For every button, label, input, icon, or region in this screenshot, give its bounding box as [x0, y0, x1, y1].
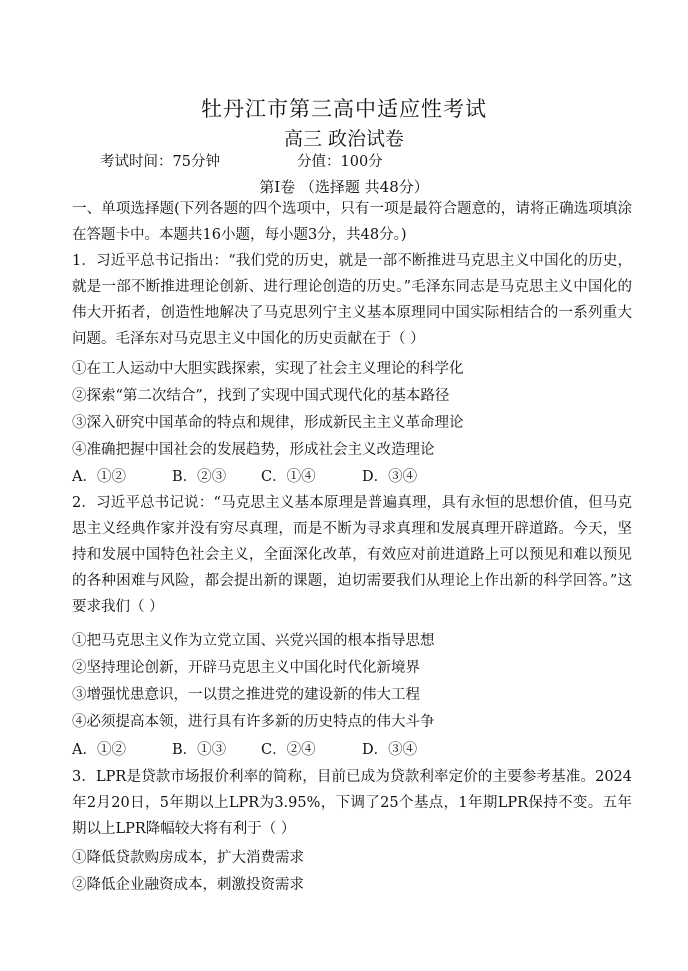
question-3-item-2: ②降低企业融资成本，刺激投资需求: [72, 877, 304, 893]
question-2-option-d: D．③④: [362, 742, 418, 758]
question-2-stem: 2．习近平总书记说：“马克思主义基本原理是普遍真理，具有永恒的思想价值，但马克思主义经典作家并没有穷尽真理，而是不断为寻求真理和发展真理开辟道路。今天，坚持和发展中国特色社会主义，全面深化改革，有效应对前进道路上可以预见和难以预见的各种困难与风险，都会提出新的课题，迫切需要我们从理论上作出新的科学回答。”这要求我们（ ）: [72, 495, 632, 615]
question-2-item-1: ①把马克思主义作为立党立国、兴党兴国的根本指导思想: [72, 633, 435, 649]
question-2-option-b: B．①③: [172, 742, 227, 758]
question-2-item-4: ④必须提高本领，进行具有许多新的历史特点的伟大斗争: [72, 714, 435, 730]
question-1-item-4: ④准确把握中国社会的发展趋势，形成社会主义改造理论: [72, 442, 435, 458]
question-2-item-3: ③增强忧患意识，一以贯之推进党的建设新的伟大工程: [72, 687, 420, 703]
question-2-option-c: C．②④: [261, 742, 316, 758]
exam-score: 分值：100分: [297, 154, 383, 170]
question-1-option-b: B．②③: [172, 469, 227, 485]
question-2-item-2: ②坚持理论创新，开辟马克思主义中国化时代化新境界: [72, 660, 420, 676]
question-1-option-d: D．③④: [362, 469, 418, 485]
question-1-item-1: ①在工人运动中大胆实践探索，实现了社会主义理论的科学化: [72, 361, 464, 377]
exam-time: 考试时间：75分钟: [100, 154, 220, 170]
instructions: 一、单项选择题(下列各题的四个选项中，只有一项是最符合题意的，请将正确选项填涂在答题卡中。本题共16小题，每小题3分，共48分。): [72, 201, 632, 243]
question-1-item-2: ②探索“第二次结合”，找到了实现中国式现代化的基本路径: [72, 388, 450, 404]
question-3-stem: 3．LPR是贷款市场报价利率的简称，目前已成为贷款利率定价的主要参考基准。2024年2月20日，5年期以上LPR为3.95%，下调了25个基点，1年期LPR保持不变。五年期以上LPR降幅较大将有利于（ ）: [72, 769, 632, 837]
question-1-item-3: ③深入研究中国革命的特点和规律，形成新民主主义革命理论: [72, 415, 464, 431]
section-heading: 第Ⅰ卷 （选择题 共48分）: [259, 178, 429, 196]
exam-title: 牡丹江市第三高中适应性考试: [201, 97, 487, 121]
question-1-stem: 1．习近平总书记指出：“我们党的历史，就是一部不断推进马克思主义中国化的历史，就是一部不断推进理论创新、进行理论创造的历史。”毛泽东同志是马克思主义中国化的伟大开拓者，创造性地解决了马克思列宁主义基本原理同中国实际相结合的一系列重大问题。毛泽东对马克思主义中国化的历史贡献在于（ ）: [72, 253, 632, 347]
question-2-option-a: A．①②: [72, 742, 126, 758]
question-1-option-c: C．①④: [261, 469, 316, 485]
exam-subtitle: 高三 政治试卷: [283, 128, 405, 150]
question-3-item-1: ①降低贷款购房成本，扩大消费需求: [72, 850, 304, 866]
question-1-option-a: A．①②: [72, 469, 126, 485]
